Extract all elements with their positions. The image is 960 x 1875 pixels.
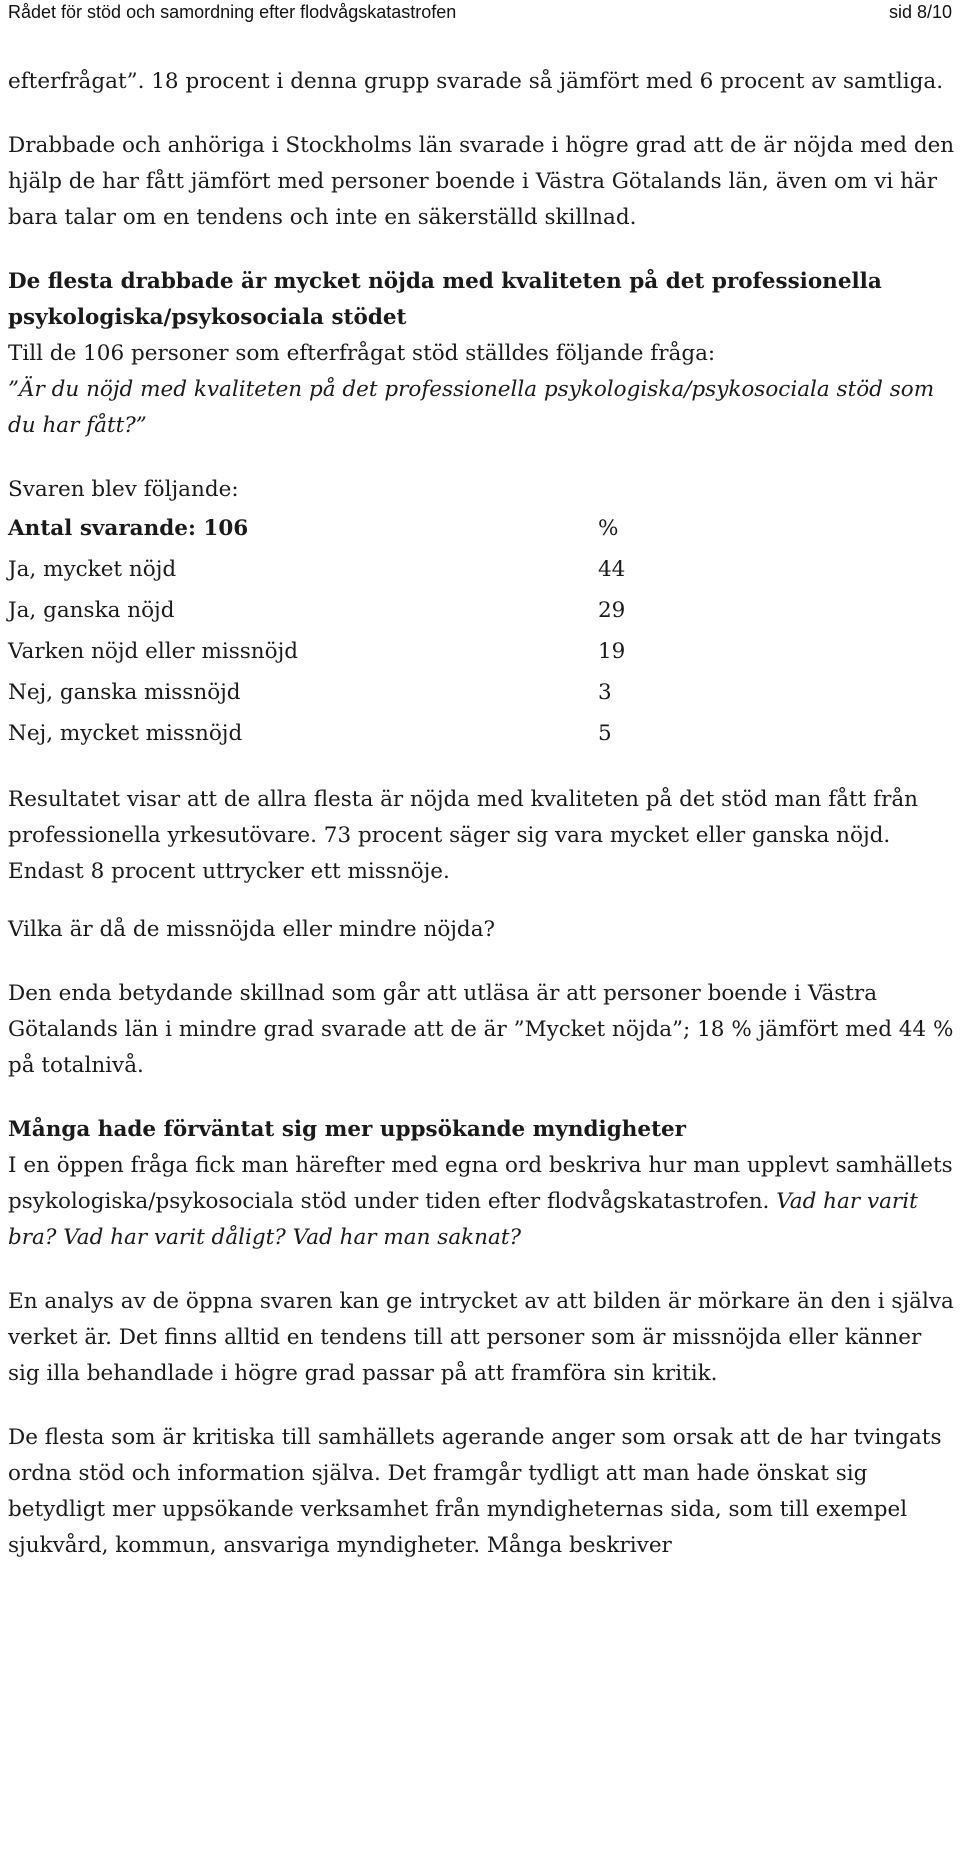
- open-question-text: I en öppen fråga fick man härefter med egna ord beskriva hur man upplevt samhällets psykologiska/psykosociala stöd under tiden efter flodvågskatastrofen.: [8, 1153, 953, 1214]
- row-label: Ja, mycket nöjd: [8, 557, 177, 582]
- paragraph-critics: De flesta som är kritiska till samhällets agerande anger som orsak att de har tvingats ordna stöd och information själva. Det framgår tydligt att man hade önskat sig betydligt mer uppsökande verksamhet från myndigheternas sida, som till exempel sjukvård, kommun, ansvariga myndigheter. Många beskriver: [8, 1425, 942, 1558]
- table-header-respondents: Antal svarande: 106: [8, 516, 249, 541]
- table-row: [8, 672, 718, 713]
- row-label: Ja, ganska nöjd: [8, 598, 175, 623]
- table-row: [8, 631, 718, 672]
- page-number: sid 8/10: [888, 2, 952, 22]
- table-row: [8, 549, 718, 590]
- paragraph-question-intro: Till de 106 personer som efterfrågat stöd ställdes följande fråga:: [8, 341, 716, 366]
- paragraph-continuation: efterfrågat”. 18 procent i denna grupp svarade så jämfört med 6 procent av samtliga.: [8, 69, 944, 94]
- row-value: 3: [598, 680, 612, 705]
- paragraph-analysis: En analys av de öppna svaren kan ge intrycket av att bilden är mörkare än den i själva verket är. Det finns alltid en tendens till att personer som är missnöjda eller känner sig illa behandlade i högre grad passar på att framföra sin kritik.: [8, 1289, 954, 1386]
- row-label: Nej, ganska missnöjd: [8, 680, 241, 705]
- row-value: 29: [598, 598, 626, 623]
- paragraph-open-question: [8, 1148, 958, 1256]
- header-title: Rådet för stöd och samordning efter flodvågskatastrofen: [8, 2, 457, 22]
- page-header: [8, 0, 952, 24]
- answers-intro: Svaren blev följande:: [8, 477, 239, 502]
- open-question-prompts: Vad har varit bra? Vad har varit dåligt? Vad har man saknat?: [8, 1189, 918, 1250]
- section-heading-outreach: Många hade förväntat sig mer uppsökande myndigheter: [8, 1117, 687, 1142]
- row-label: Nej, mycket missnöjd: [8, 721, 243, 746]
- table-row: [8, 590, 718, 631]
- section-heading-quality: De flesta drabbade är mycket nöjda med kvaliteten på det professionella psykologiska/psykosociala stödet: [8, 269, 882, 330]
- paragraph-question-dissatisfied: Vilka är då de missnöjda eller mindre nöjda?: [8, 917, 496, 942]
- row-label: Varken nöjd eller missnöjd: [8, 639, 298, 664]
- table-row: [8, 713, 718, 754]
- document-body: [8, 64, 958, 1564]
- survey-results-table: [8, 508, 718, 754]
- row-value: 19: [598, 639, 626, 664]
- table-header-percent: %: [598, 516, 619, 541]
- table-header-row: [8, 508, 718, 549]
- paragraph-result-summary: Resultatet visar att de allra flesta är nöjda med kvaliteten på det stöd man fått från professionella yrkesutövare. 73 procent säger sig vara mycket eller ganska nöjd. Endast 8 procent uttrycker ett missnöje.: [8, 787, 919, 884]
- paragraph-vastra-gotaland: Den enda betydande skillnad som går att utläsa är att personer boende i Västra Götalands län i mindre grad svarade att de är ”Mycket nöjda”; 18 % jämfört med 44 % på totalnivå.: [8, 981, 954, 1078]
- paragraph-regional-difference: Drabbade och anhöriga i Stockholms län svarade i högre grad att de är nöjda med den hjälp de har fått jämfört med personer boende i Västra Götalands län, även om vi här bara talar om en tendens och inte en säkerställd skillnad.: [8, 133, 955, 230]
- row-value: 44: [598, 557, 626, 582]
- row-value: 5: [598, 721, 612, 746]
- survey-question: ”Är du nöjd med kvaliteten på det professionella psykologiska/psykosociala stöd som du har fått?”: [8, 377, 935, 438]
